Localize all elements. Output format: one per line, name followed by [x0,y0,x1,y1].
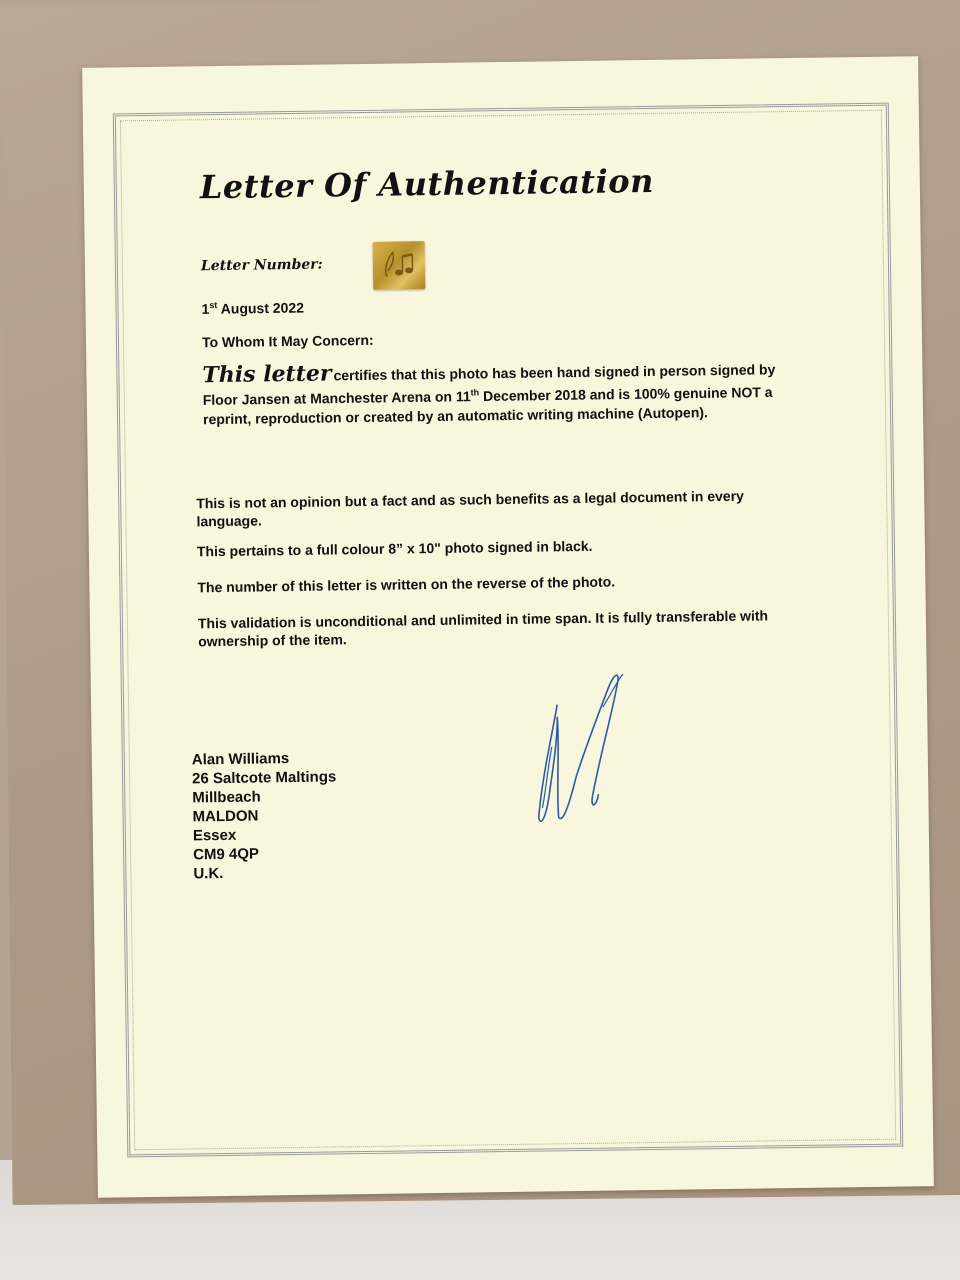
letter-number-note-paragraph: The number of this letter is written on the reverse of the photo. [197,573,616,596]
address-locality: Millbeach [192,788,261,807]
address-postcode: CM9 4QP [193,845,260,864]
certification-paragraph: This letter certifies that this photo has been hand signed in person signed by Floor Jansen at Manchester Arena on 11th December 2018 and is 100% genuine NOT a reprint, reproduction or created by an automatic writing machine (Autopen). [202,360,776,427]
address-country: U.K. [193,864,224,883]
letter-title: Letter Of Authentication [199,161,655,207]
address-county: Essex [192,826,237,845]
lead-in-text: This letter [202,360,332,389]
certificate-paper [82,56,934,1198]
gold-seal-sticker [373,241,426,290]
letter-number-label: Letter Number: [200,256,323,275]
validation-paragraph: This validation is unconditional and unlimited in time span. It is fully transferable with ownership of the item. [197,607,769,650]
photo-description-paragraph: This pertains to a full colour 8” x 10" photo signed in black. [196,537,593,560]
legal-paragraph: This is not an opinion but a fact and as such benefits as a legal document in every language. [196,487,744,530]
letter-date: 1st August 2022 [201,299,305,317]
issuer-address [192,748,338,883]
address-town: MALDON [192,807,259,826]
music-note-seal-icon [379,246,420,285]
handwritten-signature [527,666,649,838]
address-name: Alan Williams [191,750,290,769]
address-street: 26 Saltcote Maltings [191,768,337,788]
salutation: To Whom It May Concern: [201,331,374,351]
